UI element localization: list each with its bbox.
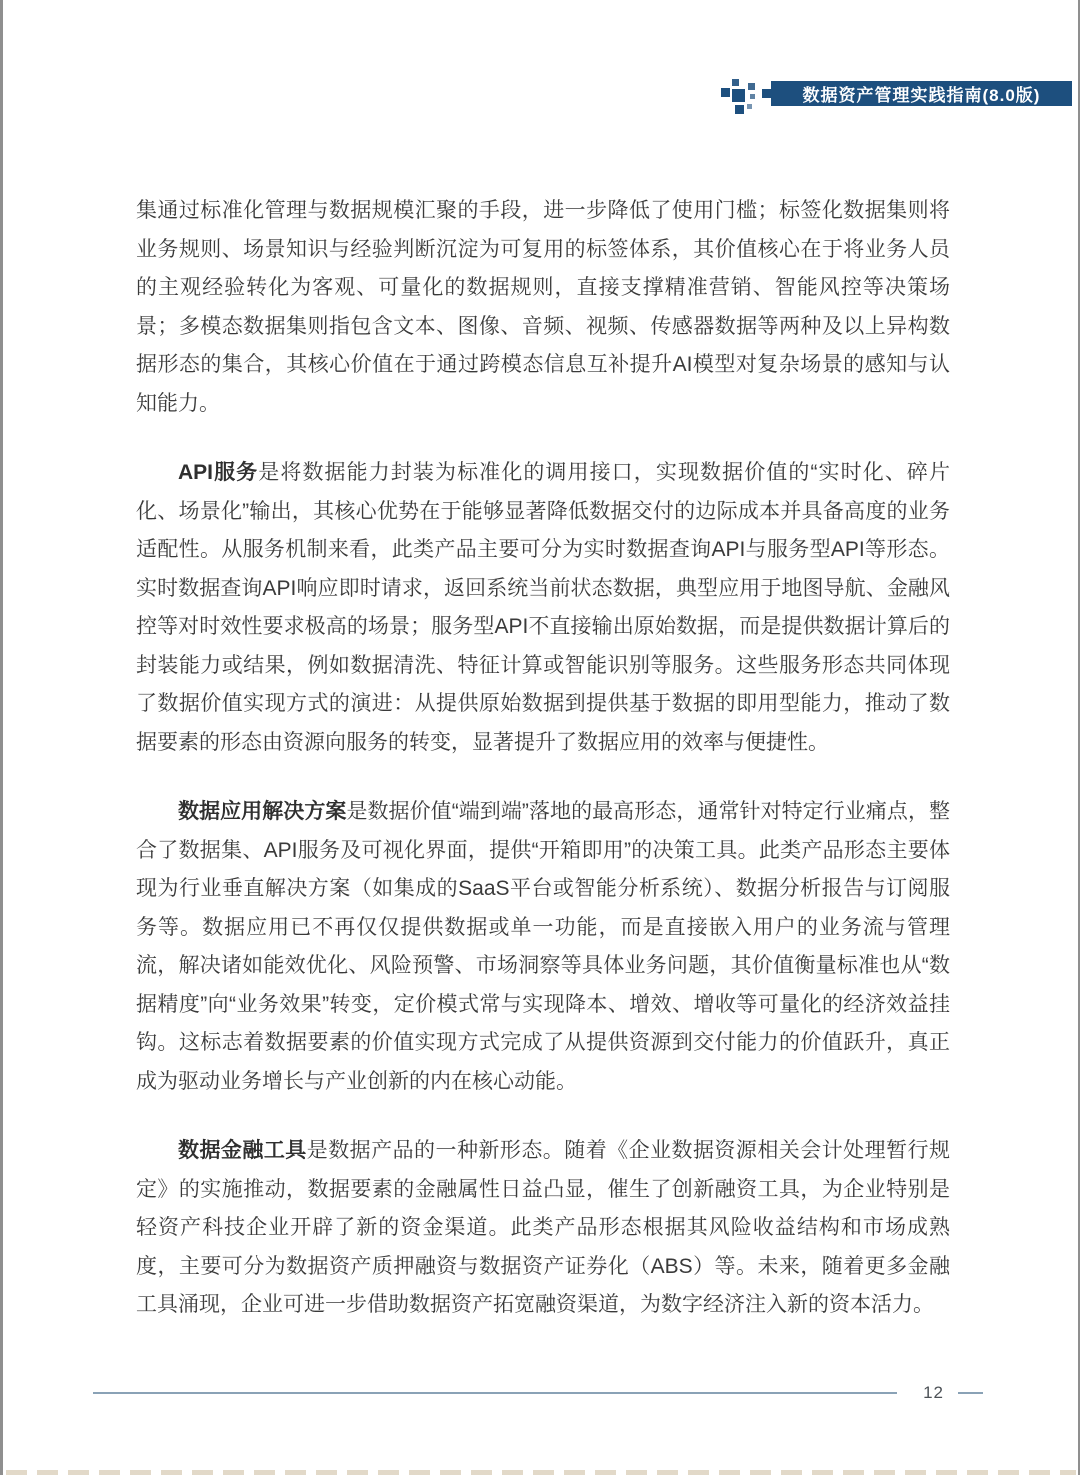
page-number: 12 [923, 1383, 944, 1402]
page-footer [93, 1381, 983, 1405]
paragraph-data-finance [136, 1132, 950, 1325]
document-body [136, 192, 950, 1325]
paragraph-continuation [136, 192, 950, 423]
paragraph-data-application [136, 793, 950, 1101]
footer-rule-short [958, 1392, 983, 1394]
paragraph-text: 集通过标准化管理与数据规模汇聚的手段，进一步降低了使用门槛；标签化数据集则将业务规则、场景知识与经验判断沉淀为可复用的标签体系，其价值核心在于将业务人员的主观经验转化为客观、可量化的数据规则，直接支撑精准营销、智能风控等决策场景；多模态数据集则指包含文本、图像、音频、视频、传感器数据等两种及以上异构数据形态的集合，其核心价值在于通过跨模态信息互补提升AI模型对复杂场景的感知与认知能力。 [136, 199, 950, 415]
bottom-ornament [6, 1470, 1076, 1475]
pixel-mosaic-icon [719, 74, 777, 118]
paragraph-lead: 数据金融工具 [178, 1139, 307, 1162]
paragraph-text: 是数据产品的一种新形态。随着《企业数据资源相关会计处理暂行规定》的实施推动，数据要素的金融属性日益凸显，催生了创新融资工具，为企业特别是轻资产科技企业开辟了新的资金渠道。此类产品形态根据其风险收益结构和市场成熟度，主要可分为数据资产质押融资与数据资产证券化（ABS）等。未来，随着更多金融工具涌现，企业可进一步借助数据资产拓宽融资渠道，为数字经济注入新的资本活力。 [136, 1139, 951, 1316]
footer-rule [93, 1392, 897, 1394]
paragraph-lead: API服务 [178, 461, 259, 484]
header-bar [771, 81, 1072, 106]
paragraph-api-service [136, 454, 950, 762]
paragraph-text: 是将数据能力封装为标准化的调用接口，实现数据价值的“实时化、碎片化、场景化”输出，其核心优势在于能够显著降低数据交付的边际成本并具备高度的业务适配性。从服务机制来看，此类产品主要可分为实时数据查询API与服务型API等形态。实时数据查询API响应即时请求，返回系统当前状态数据，典型应用于地图导航、金融风控等对时效性要求极高的场景；服务型API不直接输出原始数据，而是提供数据计算后的封装能力或结果，例如数据清洗、特征计算或智能识别等服务。这些服务形态共同体现了数据价值实现方式的演进：从提供原始数据到提供基于数据的即用型能力，推动了数据要素的形态由资源向服务的转变，显著提升了数据应用的效率与便捷性。 [136, 461, 950, 754]
header-title: 数据资产管理实践指南(8.0版) [802, 86, 1041, 105]
paragraph-lead: 数据应用解决方案 [178, 800, 347, 823]
paragraph-text: 是数据价值“端到端”落地的最高形态，通常针对特定行业痛点，整合了数据集、API服务及可视化界面，提供“开箱即用”的决策工具。此类产品形态主要体现为行业垂直解决方案（如集成的SaaS平台或智能分析系统）、数据分析报告与订阅服务等。数据应用已不再仅仅提供数据或单一功能，而是直接嵌入用户的业务流与管理流，解决诸如能效优化、风险预警、市场洞察等具体业务问题，其价值衡量标准也从“数据精度”向“业务效果”转变，定价模式常与实现降本、增效、增收等可量化的经济效益挂钩。这标志着数据要素的价值实现方式完成了从提供资源到交付能力的价值跃升，真正成为驱动业务增长与产业创新的内在核心动能。 [136, 800, 951, 1093]
